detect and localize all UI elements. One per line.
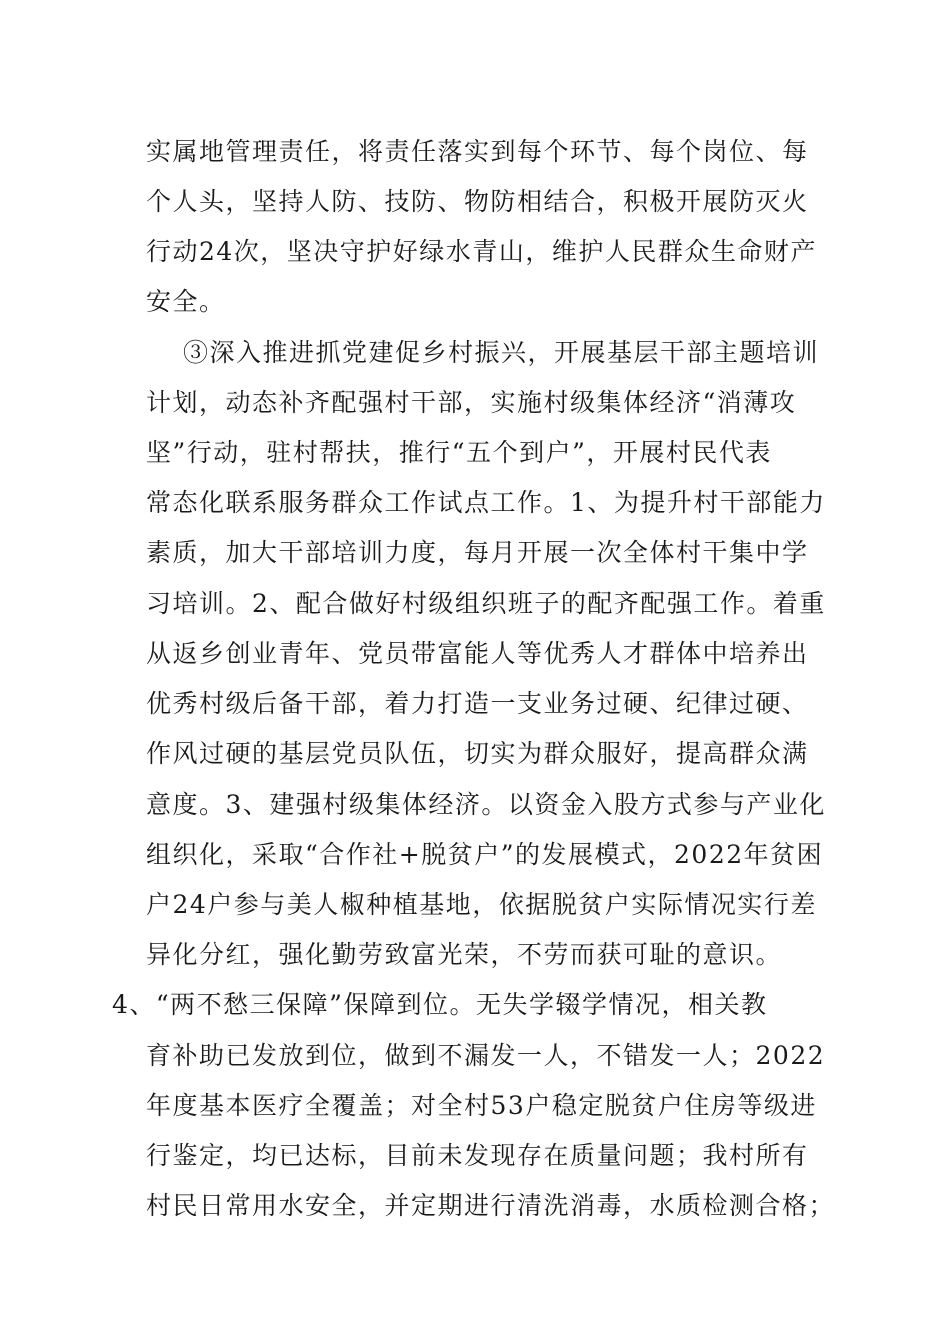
text-line: 安全。 — [146, 287, 226, 316]
text-line: 作风过硬的基层党员队伍，切实为群众服好，提高群众满 — [146, 739, 809, 768]
text-line: 优秀村级后备干部，着力打造一支业务过硬、纪律过硬、 — [146, 689, 809, 718]
text-line: 户24户参与美人椒种植基地，依据脱贫户实际情况实行差 — [146, 890, 817, 919]
text-line: 组织化，采取“合作社+脱贫户”的发展模式，2022年贫困 — [146, 840, 824, 869]
paragraph-start-line: 4、“两不愁三保障”保障到位。无失学辍学情况，相关教 — [112, 990, 768, 1019]
text-line: 村民日常用水安全，并定期进行清洗消毒，水质检测合格； — [146, 1191, 836, 1220]
text-line: 年度基本医疗全覆盖；对全村53户稳定脱贫户住房等级进 — [146, 1091, 817, 1120]
text-line: 常态化联系服务群众工作试点工作。1、为提升村干部能力 — [146, 488, 826, 517]
text-line: 素质，加大干部培训力度，每月开展一次全体村干集中学 — [146, 538, 809, 567]
text-line: 从返乡创业青年、党员带富能人等优秀人才群体中培养出 — [146, 639, 809, 668]
text-line: 习培训。2、配合做好村级组织班子的配齐配强工作。着重 — [146, 589, 826, 618]
text-line: 实属地管理责任，将责任落实到每个环节、每个岗位、每 — [146, 137, 809, 166]
text-line: 个人头，坚持人防、技防、物防相结合，积极开展防灭火 — [146, 187, 809, 216]
text-line: 异化分红，强化勤劳致富光荣，不劳而获可耻的意识。 — [146, 940, 783, 969]
text-line: 行动24次，坚决守护好绿水青山，维护人民群众生命财产 — [146, 237, 817, 266]
text-line: 意度。3、建强村级集体经济。以资金入股方式参与产业化 — [146, 790, 826, 819]
text-line: 坚”行动，驻村帮扶，推行“五个到户”，开展村民代表 — [146, 438, 772, 467]
text-line: 育补助已发放到位，做到不漏发一人，不错发一人；2022 — [146, 1041, 826, 1070]
paragraph-start-line: ③深入推进抓党建促乡村振兴，开展基层干部主题培训 — [183, 338, 820, 367]
text-line: 行鉴定，均已达标，目前未发现存在质量问题；我村所有 — [146, 1141, 809, 1170]
text-line: 计划，动态补齐配强村干部，实施村级集体经济“消薄攻 — [146, 388, 797, 417]
